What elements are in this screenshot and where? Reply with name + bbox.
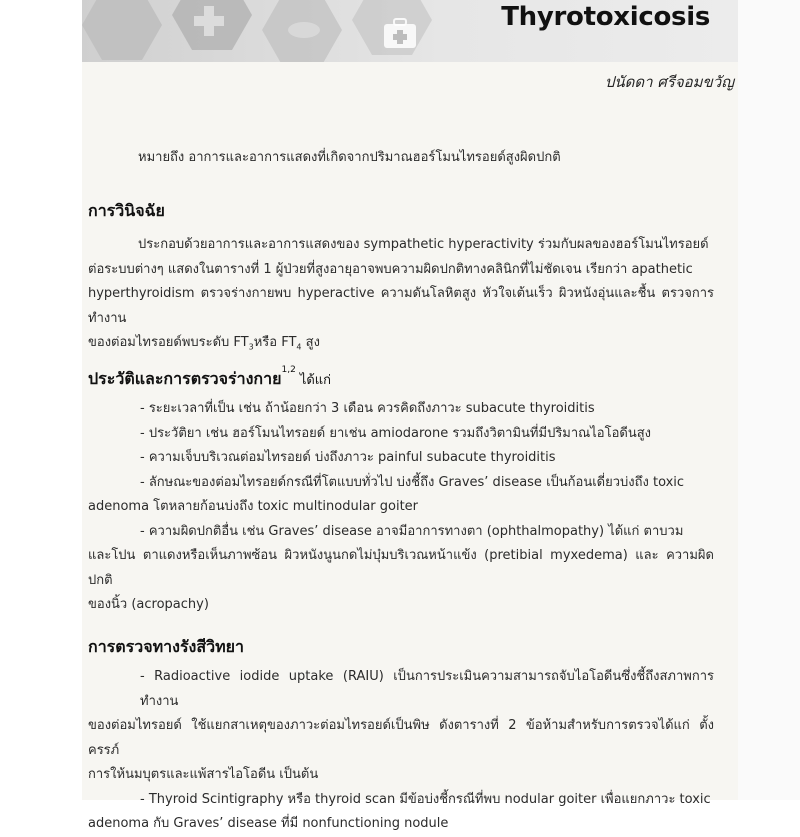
right-margin [738,0,800,800]
list-item: - Thyroid Scintigraphy หรือ thyroid scan มีข้อบ่งชี้กรณีที่พบ nodular goiter เพื่อแยกภาวะ toxic [140,791,711,807]
radiology-heading: การตรวจทางรังสีวิทยา [88,637,245,656]
list-item: - ความเจ็บบริเวณต่อมไทรอยด์ บ่งถึงภาวะ painful subacute thyroiditis [140,450,556,465]
diagnosis-line-2: ต่อระบบต่างๆ แสดงในตารางที่ 1 ผู้ป่วยที่สูงอายุอาจพบความผิดปกติทางคลินิกที่ไม่ชัดเจน เรียกว่า apathetic [88,261,693,277]
radiology-list [88,665,714,837]
header-banner [82,0,738,62]
list-item-continuation: ของนิ้ว (acropachy) [88,597,209,612]
left-margin [0,0,82,800]
list-item: - ความผิดปกติอื่น เช่น Graves’ disease อาจมีอาการทางตา (ophthalmopathy) ได้แก่ ตาบวม [140,523,684,539]
history-list [88,397,714,618]
diagnosis-line-4: ของต่อมไทรอยด์พบระดับ $FT_3$หรือ $FT_4$ สูง [88,335,320,352]
list-item-continuation: adenoma โตหลายก้อนบ่งถึง toxic multinodular goiter [88,499,419,514]
list-item-continuation: adenoma กับ Graves’ disease ที่มี nonfunctioning nodule [88,816,449,831]
chapter-title: Thyrotoxicosis [501,2,710,32]
diagnosis-line-1: ประกอบด้วยอาการและอาการแสดงของ sympathetic hyperactivity ร่วมกับผลของฮอร์โมนไทรอยด์ [138,237,709,252]
list-item: - ลักษณะของต่อมไทรอยด์กรณีที่โตแบบทั่วไป บ่งชี้ถึง Graves’ disease เป็นก้อนเดี่ยวบ่งถึง toxic [140,474,685,490]
history-heading: ประวัติและการตรวจร่างกาย$^{1,2}$ได้แก่ [88,365,332,388]
diagnosis-heading: การวินิจฉัย [88,201,165,220]
definition-paragraph [88,146,714,171]
diagnosis-paragraph [88,233,714,360]
list-item: - ประวัติยา เช่น ฮอร์โมนไทรอยด์ ยาเช่น amiodarone รวมถึงวิตามินที่มีปริมาณไอโอดีนสูง [140,425,651,441]
pill-icon [288,22,320,38]
list-item-continuation: การให้นมบุตรและแพ้สารไอโอดีน เป็นต้น [88,767,319,782]
diagnosis-line-3: hyperthyroidism ตรวจร่างกายพบ hyperactive ความดันโลหิตสูง หัวใจเต้นเร็ว ผิวหนังอุ่นและชื้น ตรวจการทำงาน [88,286,714,326]
list-item: - ระยะเวลาที่เป็น เช่น ถ้าน้อยกว่า 3 เดือน ควรคิดถึงภาวะ subacute thyroiditis [140,401,595,416]
definition-text: หมายถึง อาการและอาการแสดงที่เกิดจากปริมาณฮอร์โมนไทรอยด์สูงผิดปกติ [138,150,561,165]
author-name: ปนัดดา ศรีจอมขวัญ [604,73,734,91]
list-item-continuation: และโปน ตาแดงหรือเห็นภาพซ้อน ผิวหนังนูนกดไม่บุ๋มบริเวณหน้าแข้ง (pretibial myxedema) และ ความผิดปกติ [88,548,714,588]
list-item: - Radioactive iodide uptake (RAIU) เป็นการประเมินความสามารถจับไอโอดีนซึ่งชี้ถึงสภาพการทำงาน [140,669,714,709]
list-item-continuation: ของต่อมไทรอยด์ ใช้แยกสาเหตุของภาวะต่อมไทรอยด์เป็นพิษ ดังตารางที่ 2 ข้อห้ามสำหรับการตรวจได้แก่ ตั้งครรภ์ [88,718,714,758]
